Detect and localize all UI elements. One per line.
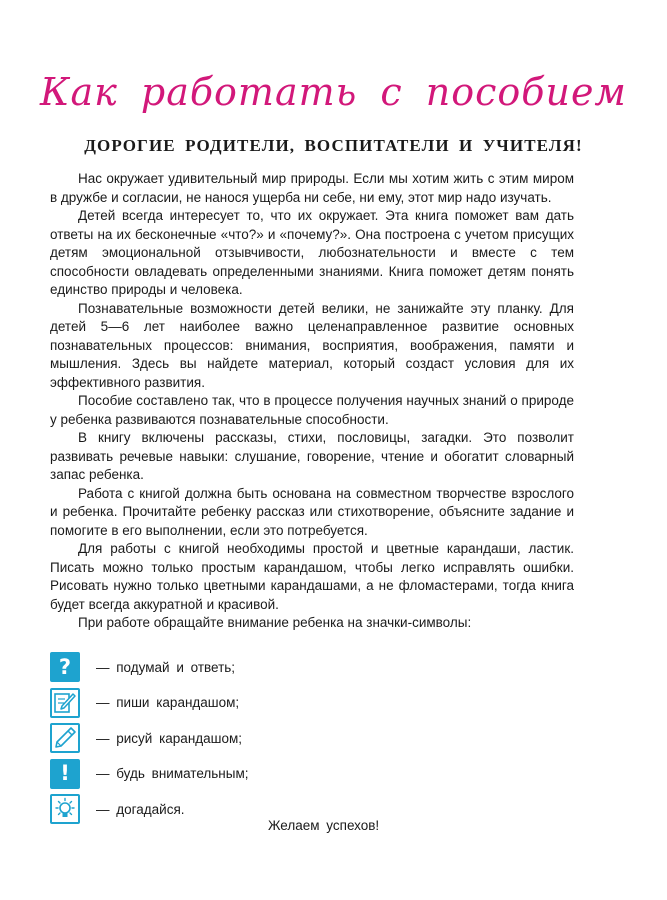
legend-label: — будь внимательным; bbox=[96, 766, 249, 781]
paragraph: Пособие составлено так, что в процессе получения научных знаний о природе у ребенка развиваются познавательные способности. bbox=[50, 393, 574, 427]
paragraph: Работа с книгой должна быть основана на совместном творчестве взрослого и ребенка. Прочитайте ребенку рассказ или стихотворение, объясните задание и помогите в его выполнении, если это потребуется. bbox=[50, 485, 574, 538]
lightbulb-icon bbox=[50, 794, 80, 824]
closing-wish: Желаем успехов! bbox=[268, 818, 380, 833]
legend-label: — рисуй карандашом; bbox=[96, 730, 243, 746]
legend-item bbox=[50, 792, 450, 826]
legend-label: — догадайся. bbox=[96, 801, 185, 817]
legend-label: — подумай и ответь; bbox=[96, 659, 236, 675]
legend-item bbox=[50, 757, 450, 791]
paragraph: Для работы с книгой необходимы простой и цветные карандаши, ластик. Писать можно только простым карандашом, чтобы легко исправлять ошибки. Рисовать нужно только цветными карандашами, а не фломастерами, тогда книга будет всегда аккуратной и красивой. bbox=[50, 541, 574, 612]
paragraph: При работе обращайте внимание ребенка на значки-символы: bbox=[78, 615, 472, 630]
legend-item bbox=[50, 721, 450, 755]
page-subtitle: ДОРОГИЕ РОДИТЕЛИ, ВОСПИТАТЕЛИ И УЧИТЕЛЯ! bbox=[84, 136, 583, 155]
legend-label: — пиши карандашом; bbox=[96, 695, 240, 710]
exclamation-glyph: ! bbox=[60, 761, 70, 785]
paragraph: В книгу включены рассказы, стихи, пословицы, загадки. Это позволит развивать речевые навыки: слушание, говорение, чтение и обогатит словарный запас ребенка. bbox=[50, 430, 574, 482]
exclamation-icon bbox=[50, 759, 80, 789]
question-icon bbox=[50, 652, 80, 682]
question-glyph: ? bbox=[58, 654, 72, 679]
write-pencil-icon bbox=[50, 688, 80, 718]
legend-item bbox=[50, 686, 450, 720]
symbol-legend bbox=[50, 650, 450, 828]
page-title: Как работать с пособием bbox=[40, 70, 627, 114]
body-text bbox=[50, 170, 574, 633]
paragraph: Нас окружает удивительный мир природы. Если мы хотим жить с этим миром в дружбе и согласии, не нанося ущерба ни себе, ни ему, этот мир надо изучать. bbox=[50, 171, 574, 205]
draw-pencil-icon bbox=[50, 723, 80, 753]
legend-item bbox=[50, 650, 450, 684]
paragraph: Познавательные возможности детей велики, не занижайте эту планку. Для детей 5—6 лет наиболее важно целенаправленное развитие основных познавательных процессов: внимания, восприятия, воображения, памяти и мышления. Здесь вы найдете материал, который создаст условия для их эффективного развития. bbox=[50, 300, 574, 390]
paragraph: Детей всегда интересует то, что их окружает. Эта книга поможет вам дать ответы на их бесконечные «что?» и «почему?». Она построена с учетом присущих детям эмоциональной отзывчивости, любознательности и вместе с тем способности овладевать определенными знаниями. Книга поможет детям понять единство природы и человека. bbox=[50, 208, 574, 297]
